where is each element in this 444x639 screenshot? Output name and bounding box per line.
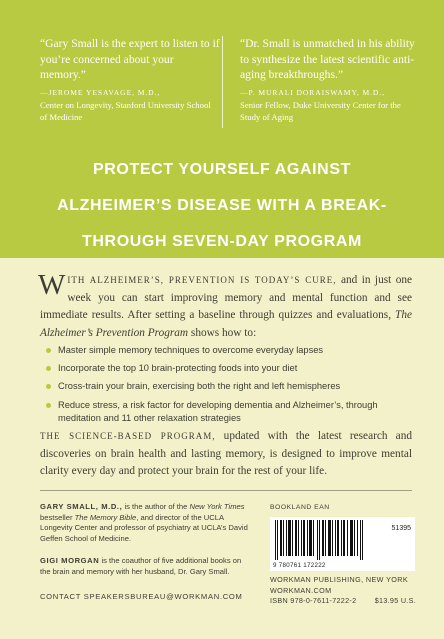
list-item-text: Reduce stress, a risk factor for developing dementia and Alzheimer’s, through meditation and 11 other relaxation strategies <box>58 399 378 423</box>
intro-text: and in just one week you can start improving memory and mental function and see immediate results. After setting a baseline through quizzes and evaluations, <box>40 274 413 321</box>
author-name: GIGI MORGAN <box>40 556 100 565</box>
list-item <box>58 380 420 393</box>
closing-paragraph <box>40 428 412 481</box>
barcode <box>270 517 415 571</box>
benefits-list <box>58 344 420 430</box>
list-item <box>58 344 420 357</box>
barcode-block <box>270 504 420 605</box>
quote-affiliation: Senior Fellow, Duke University Center for the Study of Aging <box>240 99 401 122</box>
list-item-text: Master simple memory techniques to overcome everyday lapses <box>58 345 324 355</box>
quote-divider <box>222 36 223 128</box>
intro-lead: ITH ALZHEIMER’S, PREVENTION IS TODAY’S CURE, <box>67 275 337 285</box>
headline-line: ALZHEIMER’S DISEASE WITH A BREAK- <box>57 197 387 214</box>
cover-headline <box>16 152 428 260</box>
barcode-bars-icon <box>273 520 365 560</box>
quote-text: “Gary Small is the expert to listen to if you’re concerned about your memory.” <box>40 37 220 81</box>
quote-author: —JEROME YESAVAGE, M.D., <box>40 87 161 97</box>
bullet-dot-icon <box>46 348 51 353</box>
section-divider <box>40 490 412 491</box>
bio-text: is the author of the <box>122 502 190 511</box>
author-name: GARY SMALL, M.D., <box>40 502 123 511</box>
endorsement-quote-doraiswamy <box>240 36 420 124</box>
contact-line: CONTACT SPEAKERSBUREAU@WORKMAN.COM <box>40 592 243 601</box>
intro-paragraph <box>38 269 413 342</box>
bio-book-title: The Memory Bible <box>74 512 137 522</box>
list-item <box>58 362 420 375</box>
barcode-label: BOOKLAND EAN <box>270 504 330 511</box>
bio-book-title: New York Times <box>189 502 245 511</box>
endorsement-quote-yesavage <box>40 36 220 124</box>
author-bio-small <box>40 502 250 544</box>
quote-author: —P. MURALI DORAISWAMY, M.D., <box>240 87 385 97</box>
price: $13.95 U.S. <box>374 596 416 605</box>
barcode-digits: 9 780761 172222 <box>273 562 326 569</box>
bio-text: bestseller <box>40 512 75 522</box>
bio-text: is the coauthor of five additional books on the brain and memory with her husband, Dr. Gary Small. <box>40 556 242 576</box>
list-item <box>58 399 420 425</box>
isbn-price-line <box>270 596 416 605</box>
bullet-dot-icon <box>46 366 51 371</box>
list-item-text: Incorporate the top 10 brain-protecting foods into your diet <box>58 363 298 374</box>
closing-text: updated with the latest research and discoveries on brain health and lasting memory, is designed to improve mental clarity every day and protect your brain for the rest of your life. <box>40 430 412 477</box>
headline-line: PROTECT YOURSELF AGAINST <box>93 161 351 178</box>
bullet-dot-icon <box>46 403 51 408</box>
price-code: 51395 <box>391 525 411 532</box>
book-title: The Alzheimer’s Prevention Program <box>40 309 412 339</box>
author-bio-morgan <box>40 556 250 577</box>
intro-text-end: shows how to: <box>188 326 257 339</box>
list-item-text: Cross-train your brain, exercising both the right and left hemispheres <box>58 381 341 392</box>
quote-text: “Dr. Small is unmatched in his ability to synthesize the latest scientific anti-aging breakthroughs.” <box>240 37 415 81</box>
drop-cap: W <box>38 269 66 301</box>
quote-affiliation: Center on Longevity, Stanford University School of Medicine <box>40 99 211 122</box>
headline-line: THROUGH SEVEN-DAY PROGRAM <box>82 233 362 250</box>
bio-text: , and director of the UCLA Longevity Center and professor of psychiatry at UCLA’s David Geffen School of Medicine. <box>40 512 248 543</box>
publisher-website: WORKMAN.COM <box>270 585 332 595</box>
bullet-dot-icon <box>46 384 51 389</box>
publisher-name: WORKMAN PUBLISHING, NEW YORK <box>270 575 409 584</box>
closing-lead: THE SCIENCE-BASED PROGRAM, <box>40 431 216 441</box>
isbn-number: ISBN 978-0-7611-7222-2 <box>270 596 357 605</box>
